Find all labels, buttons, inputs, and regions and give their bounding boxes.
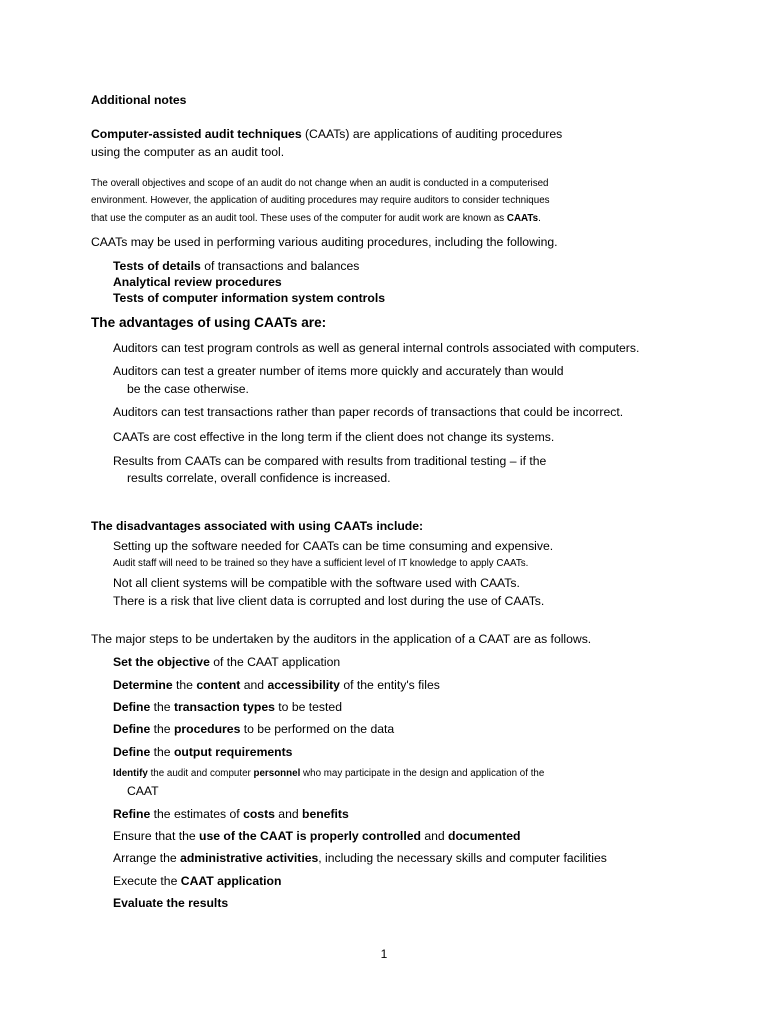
advantage-item: Auditors can test a greater number of items more quickly and accurately than would: [113, 364, 564, 378]
advantage-item: CAATs are cost effective in the long term if the client does not change its systems.: [113, 430, 555, 444]
step-item: Define the procedures to be performed on the data: [113, 722, 395, 736]
disadvantage-item: Audit staff will need to be trained so they have a sufficient level of IT knowledge to apply CAATs.: [113, 558, 529, 569]
step-item: Set the objective of the CAAT application: [113, 655, 341, 669]
step-item: Define the output requirements: [113, 745, 293, 759]
overview-line-1: The overall objectives and scope of an audit do not change when an audit is conducted in a computerised: [91, 178, 549, 189]
disadvantage-item: There is a risk that live client data is corrupted and lost during the use of CAATs.: [113, 594, 545, 608]
step-item-cont: CAAT: [127, 784, 159, 798]
advantage-item-cont: be the case otherwise.: [127, 382, 249, 396]
advantage-item: Results from CAATs can be compared with results from traditional testing – if the: [113, 454, 547, 468]
advantage-item-cont: results correlate, overall confidence is increased.: [127, 471, 391, 485]
page-number: 1: [380, 947, 388, 961]
uses-item-cis-controls: Tests of computer information system controls: [113, 291, 386, 305]
uses-item-tests-of-details: Tests of details of transactions and balances: [113, 259, 360, 273]
caats-definition-cont: using the computer as an audit tool.: [91, 145, 285, 159]
advantages-heading: The advantages of using CAATs are:: [91, 315, 327, 330]
overview-line-2: environment. However, the application of auditing procedures may require auditors to consider techniques: [91, 195, 550, 206]
step-item: Execute the CAAT application: [113, 874, 282, 888]
overview-line-3: that use the computer as an audit tool. These uses of the computer for audit work are known as CAATs.: [91, 213, 541, 224]
step-item: Ensure that the use of the CAAT is properly controlled and documented: [113, 829, 521, 843]
advantage-item: Auditors can test program controls as well as general internal controls associated with computers.: [113, 341, 640, 355]
notes-heading: Additional notes: [91, 93, 187, 107]
advantage-item: Auditors can test transactions rather than paper records of transactions that could be incorrect.: [113, 405, 624, 419]
step-item: Refine the estimates of costs and benefits: [113, 807, 349, 821]
caats-definition: Computer-assisted audit techniques (CAATs) are applications of auditing procedures: [91, 127, 563, 141]
disadvantage-item: Setting up the software needed for CAATs can be time consuming and expensive.: [113, 539, 554, 553]
step-item: Evaluate the results: [113, 896, 229, 910]
disadvantages-heading: The disadvantages associated with using CAATs include:: [91, 519, 424, 533]
uses-item-analytical-review: Analytical review procedures: [113, 275, 282, 289]
steps-intro: The major steps to be undertaken by the auditors in the application of a CAAT are as follows.: [91, 632, 592, 646]
uses-intro: CAATs may be used in performing various auditing procedures, including the following.: [91, 235, 558, 249]
step-item: Arrange the administrative activities, including the necessary skills and computer facilities: [113, 851, 607, 865]
step-item: Define the transaction types to be tested: [113, 700, 342, 714]
step-item: Determine the content and accessibility of the entity's files: [113, 678, 440, 692]
step-item: Identify the audit and computer personnel who may participate in the design and application of the: [113, 768, 545, 779]
disadvantage-item: Not all client systems will be compatible with the software used with CAATs.: [113, 576, 520, 590]
